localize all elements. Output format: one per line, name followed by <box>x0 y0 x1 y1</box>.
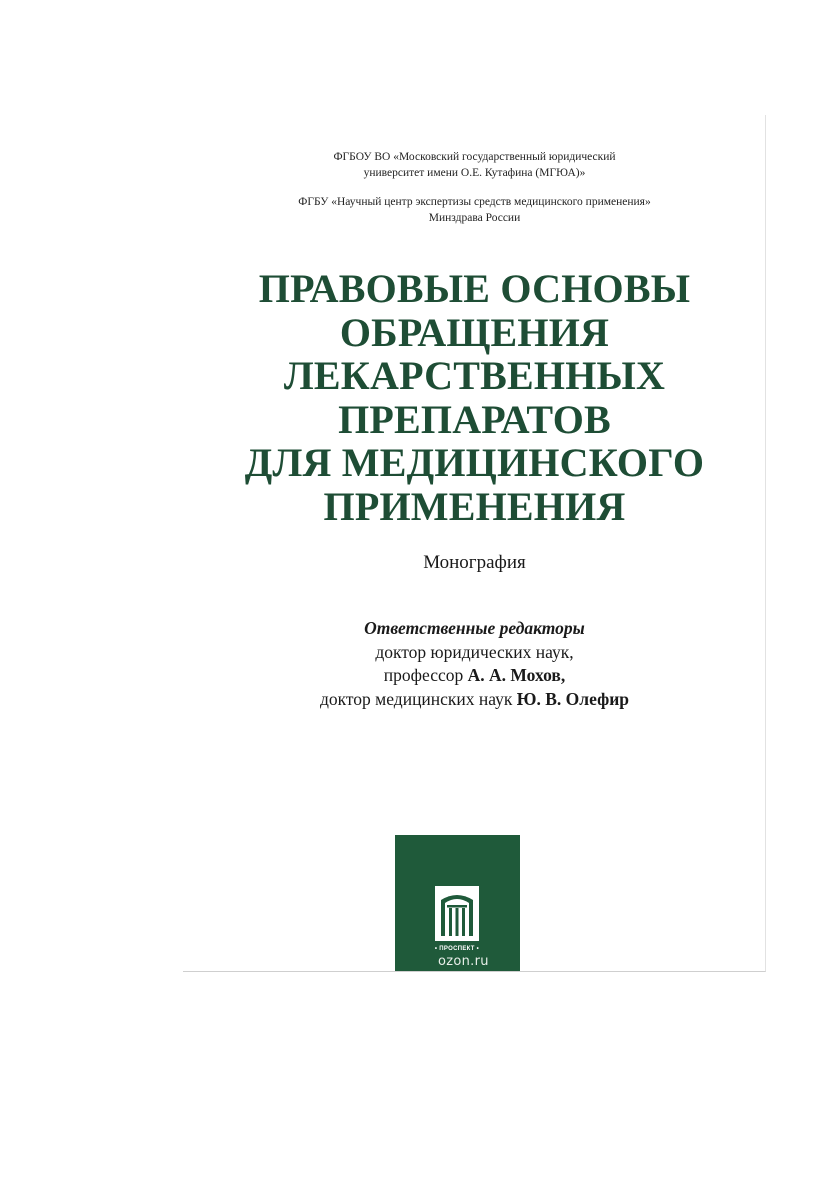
publisher-block <box>395 835 520 971</box>
title-line-6: ПРИМЕНЕНИЯ <box>323 483 626 529</box>
institution-1-line-1: ФГБОУ ВО «Московский государственный юридический <box>333 151 616 163</box>
book-subtitle: Монография <box>423 552 526 573</box>
title-line-1: ПРАВОВЫЕ ОСНОВЫ <box>258 266 691 311</box>
institution-2-line-2: Минздрава России <box>428 212 521 224</box>
watermark: ozon.ru <box>438 954 489 969</box>
editors-line-1: доктор юридических наук, <box>375 641 574 662</box>
editor-1-name: А. А. Мохов, <box>467 665 566 685</box>
editors-heading: Ответственные редакторы <box>364 618 585 638</box>
editor-2-name: Ю. В. Олефир <box>516 688 630 709</box>
title-line-4: ПРЕПАРАТОВ <box>338 396 611 442</box>
institution-1 <box>183 149 766 181</box>
editors-line-2 <box>183 664 766 688</box>
institution-2-line-1: ФГБУ «Научный центр экспертизы средств медицинского применения» <box>298 196 651 208</box>
editor-1-title: профессор <box>383 665 468 685</box>
building-columns-icon <box>435 886 479 941</box>
title-line-2: ОБРАЩЕНИЯ <box>339 309 610 355</box>
book-cover <box>183 115 766 972</box>
institution-2 <box>183 194 766 226</box>
institution-1-line-2: университет имени О.Е. Кутафина (МГЮА)» <box>363 167 586 179</box>
editor-2-title: доктор медицинских наук <box>319 688 517 709</box>
title-line-5: ДЛЯ МЕДИЦИНСКОГО <box>244 440 705 485</box>
editors-line-3 <box>183 688 766 712</box>
publisher-logo-text: • ПРОСПЕКТ • <box>434 946 480 952</box>
editors-block <box>183 617 766 711</box>
title-line-3: ЛЕКАРСТВЕННЫХ <box>283 353 666 398</box>
book-title <box>183 267 766 528</box>
